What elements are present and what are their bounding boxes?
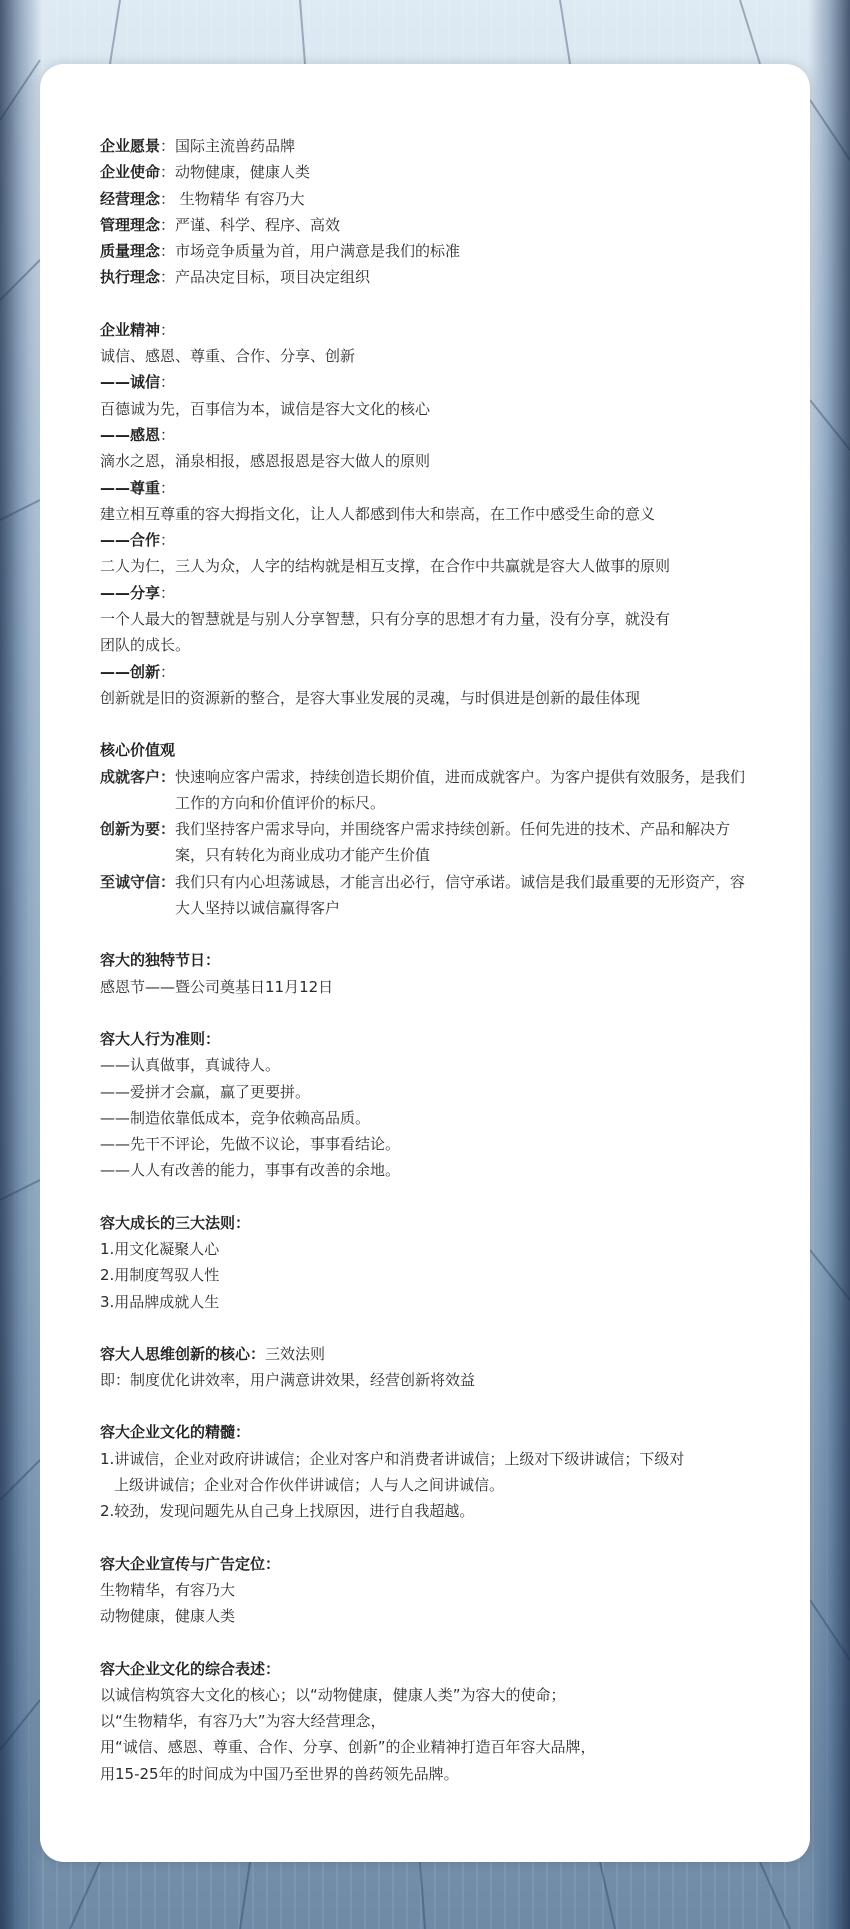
spirit-entry-label: ——感恩	[100, 425, 161, 444]
summary-line: 以诚信构筑容大文化的核心；以“动物健康，健康人类”为容大的使命；	[100, 1685, 566, 1704]
quality-line	[100, 238, 760, 264]
quality-sep: ：	[160, 242, 176, 261]
growth-rule-item: 1.用文化凝聚人心	[100, 1239, 220, 1258]
conduct-item: ——爱拼才会赢，赢了更要拼。	[100, 1082, 311, 1101]
spirit-label-innovation	[100, 659, 760, 685]
spirit-label-cooperation	[100, 527, 760, 553]
essence-item-1-line-2: 上级讲诚信；企业对合作伙伴讲诚信；人与人之间讲诚信。	[114, 1476, 505, 1495]
operation-text: 生物精华 有容乃大	[175, 189, 305, 208]
management-label: 管理理念	[100, 215, 161, 234]
quality-label: 质量理念	[100, 242, 161, 261]
core-value-row	[100, 869, 760, 922]
spirit-text-innovation: 创新就是旧的资源新的整合，是容大事业发展的灵魂，与时俱进是创新的最佳体现	[100, 688, 641, 707]
operation-label: 经营理念	[100, 189, 161, 208]
culture-content	[100, 133, 760, 1787]
core-value-row	[100, 816, 760, 869]
essence-item-2: 2.较劲，发现问题先从自己身上找原因，进行自我超越。	[100, 1502, 475, 1521]
mission-line	[100, 159, 760, 185]
vision-label: 企业愿景	[100, 137, 161, 155]
core-value-label: 创新为要：	[100, 820, 176, 839]
vision-text: 国际主流兽药品牌	[175, 137, 296, 155]
growth-rules-title: 容大成长的三大法则：	[100, 1213, 251, 1232]
festival-title: 容大的独特节日：	[100, 951, 221, 970]
summary-line: 用15-25年的时间成为中国乃至世界的兽药领先品牌。	[100, 1764, 459, 1783]
spirit-entry-sep: ：	[160, 373, 176, 392]
core-value-text: 我们坚持客户需求导向，并围绕客户需求持续创新。任何先进的技术、产品和解决方案，只有转化为商业成功才能产生价值	[175, 820, 731, 865]
core-value-row	[100, 764, 760, 817]
spirit-entry-sep: ：	[160, 478, 176, 497]
spirit-entry-label: ——分享	[100, 583, 161, 602]
spirit-entry-sep: ：	[160, 425, 176, 444]
growth-rule-item: 2.用制度驾驭人性	[100, 1266, 220, 1285]
positioning-item: 生物精华，有容乃大	[100, 1580, 236, 1599]
spirit-label-integrity	[100, 369, 760, 395]
spirit-entry-label: ——创新	[100, 662, 161, 681]
spirit-text-cooperation: 二人为仁，三人为众，人字的结构就是相互支撑，在合作中共赢就是容大人做事的原则	[100, 557, 671, 576]
essence-title: 容大企业文化的精髓：	[100, 1423, 251, 1442]
positioning-item: 动物健康，健康人类	[100, 1607, 236, 1626]
mission-text: 动物健康，健康人类	[175, 163, 311, 182]
spirit-items: 诚信、感恩、尊重、合作、分享、创新	[100, 347, 356, 366]
core-value-label: 至诚守信：	[100, 872, 176, 891]
spirit-entry-sep: ：	[160, 662, 176, 681]
summary-line: 以“生物精华，有容乃大”为容大经营理念，	[100, 1712, 386, 1731]
conduct-title: 容大人行为准则：	[100, 1029, 221, 1048]
execution-sep: ：	[160, 268, 176, 287]
spirit-entry-label: ——合作	[100, 531, 161, 550]
thinking-title-suffix: 三效法则	[265, 1344, 326, 1363]
essence-item-1-line-1: 1.讲诚信，企业对政府讲诚信；企业对客户和消费者讲诚信；上级对下级讲诚信；下级对	[100, 1449, 685, 1468]
spirit-entry-label: ——尊重	[100, 478, 161, 497]
spirit-text-integrity: 百德诚为先，百事信为本，诚信是容大文化的核心	[100, 399, 431, 418]
core-value-text: 我们只有内心坦荡诚恳，才能言出必行，信守承诺。诚信是我们最重要的无形资产，容大人坚持以诚信赢得客户	[175, 872, 746, 918]
mission-sep: ：	[160, 163, 176, 182]
thinking-text: 即：制度优化讲效率，用户满意讲效果，经营创新将效益	[100, 1371, 476, 1390]
spirit-text-sharing-2: 团队的成长。	[100, 636, 191, 655]
vision-sep: ：	[160, 137, 176, 155]
execution-line	[100, 264, 760, 290]
quality-text: 市场竞争质量为首，用户满意是我们的标准	[175, 242, 461, 261]
spirit-sep: ：	[160, 320, 176, 339]
spirit-title-line	[100, 317, 760, 343]
spirit-entry-label: ——诚信	[100, 373, 161, 392]
spirit-title: 企业精神	[100, 320, 161, 339]
management-text: 严谨、科学、程序、高效	[175, 215, 341, 234]
spirit-label-respect	[100, 475, 760, 501]
positioning-title: 容大企业宣传与广告定位：	[100, 1554, 281, 1573]
management-line	[100, 212, 760, 238]
conduct-item: ——先干不评论，先做不议论，事事看结论。	[100, 1135, 401, 1154]
spirit-text-respect: 建立相互尊重的容大拇指文化，让人人都感到伟大和崇高，在工作中感受生命的意义	[100, 504, 656, 523]
management-sep: ：	[160, 215, 176, 234]
conduct-item: ——认真做事，真诚待人。	[100, 1056, 281, 1075]
thinking-title-line	[100, 1341, 760, 1367]
mission-label: 企业使命	[100, 163, 161, 182]
vision-line	[100, 133, 760, 159]
operation-sep: ：	[160, 189, 176, 208]
spirit-label-sharing	[100, 580, 760, 606]
execution-label: 执行理念	[100, 268, 161, 287]
core-values-title: 核心价值观	[100, 741, 176, 760]
thinking-title: 容大人思维创新的核心：	[100, 1344, 266, 1363]
spirit-entry-sep: ：	[160, 583, 176, 602]
growth-rule-item: 3.用品牌成就人生	[100, 1292, 220, 1311]
festival-text: 感恩节——暨公司奠基日11月12日	[100, 977, 334, 996]
spirit-label-gratitude	[100, 422, 760, 448]
operation-line	[100, 186, 760, 212]
spirit-entry-sep: ：	[160, 531, 176, 550]
spirit-text-gratitude: 滴水之恩，涌泉相报，感恩报恩是容大做人的原则	[100, 452, 431, 471]
conduct-item: ——人人有改善的能力，事事有改善的余地。	[100, 1161, 401, 1180]
core-value-text: 快速响应客户需求，持续创造长期价值，进而成就客户。为客户提供有效服务，是我们工作的方向和价值评价的标尺。	[175, 767, 746, 812]
summary-title: 容大企业文化的综合表述：	[100, 1659, 281, 1678]
summary-line: 用“诚信、感恩、尊重、合作、分享、创新”的企业精神打造百年容大品牌，	[100, 1738, 596, 1757]
core-value-label: 成就客户：	[100, 767, 176, 786]
execution-text: 产品决定目标，项目决定组织	[175, 268, 371, 287]
spirit-text-sharing-1: 一个人最大的智慧就是与别人分享智慧，只有分享的思想才有力量，没有分享，就没有	[100, 610, 671, 629]
conduct-item: ——制造依靠低成本，竞争依赖高品质。	[100, 1108, 371, 1127]
